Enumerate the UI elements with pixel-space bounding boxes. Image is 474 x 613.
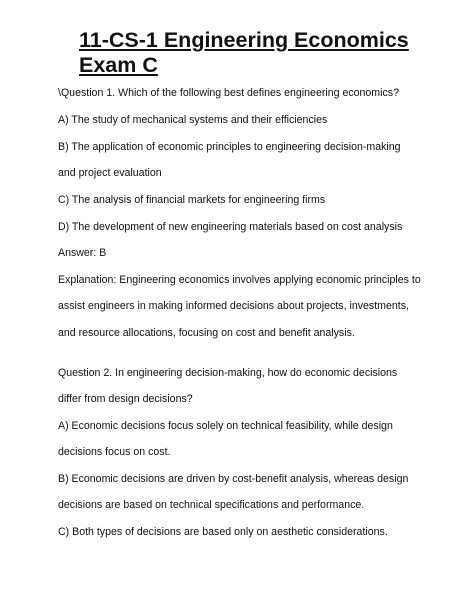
q2-option-b-continued: decisions are based on technical specifications and performance. [58, 499, 365, 511]
q2-option-a-continued: decisions focus on cost. [58, 446, 171, 458]
q1-option-c: C) The analysis of financial markets for engineering firms [58, 194, 326, 206]
q1-option-a: A) The study of mechanical systems and their efficiencies [58, 114, 328, 126]
q2-option-c: C) Both types of decisions are based only on aesthetic considerations. [58, 526, 388, 538]
question-2-text: Question 2. In engineering decision-making, how do economic decisions [58, 367, 398, 379]
question-1-text: \Question 1. Which of the following best defines engineering economics? [58, 87, 399, 99]
q1-explanation-line-3: and resource allocations, focusing on cost and benefit analysis. [58, 327, 355, 339]
q1-option-b-continued: and project evaluation [58, 167, 162, 179]
q2-option-b: B) Economic decisions are driven by cost-benefit analysis, whereas design [58, 473, 409, 485]
q1-explanation: Explanation: Engineering economics involves applying economic principles to [58, 274, 421, 286]
q1-option-b: B) The application of economic principles to engineering decision-making [58, 141, 401, 153]
document-title: 11-CS-1 Engineering Economics Exam C [79, 28, 409, 77]
q2-option-a: A) Economic decisions focus solely on technical feasibility, while design [58, 420, 393, 432]
q1-option-d: D) The development of new engineering materials based on cost analysis [58, 221, 403, 233]
question-2-text-continued: differ from design decisions? [58, 393, 193, 405]
q1-answer: Answer: B [58, 247, 107, 259]
q1-explanation-line-2: assist engineers in making informed decisions about projects, investments, [58, 300, 409, 312]
